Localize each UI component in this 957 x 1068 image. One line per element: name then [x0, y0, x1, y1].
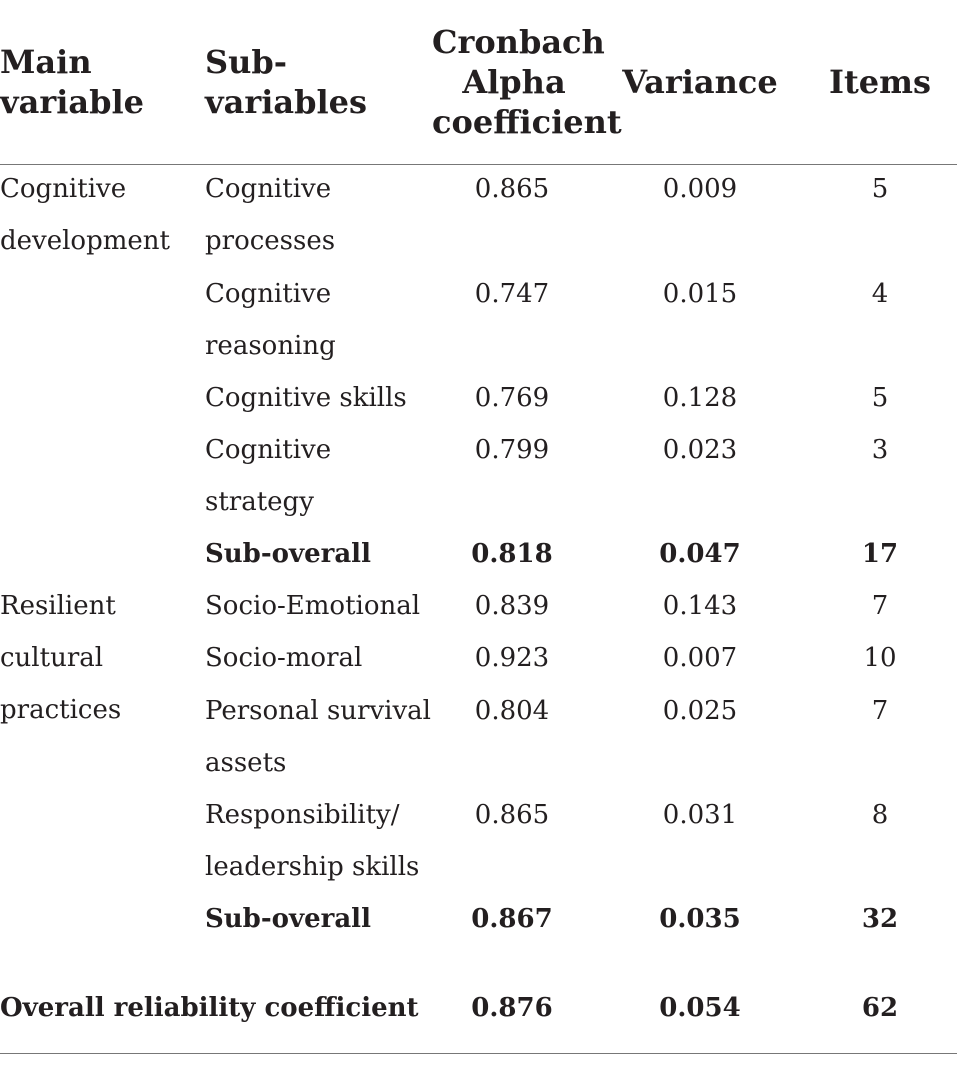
table-header: [0, 0, 957, 166]
variance-value: 0.007: [662, 643, 738, 673]
sub-variable-label: Responsibility/ leadership skills: [205, 800, 420, 882]
variance-value: 0.025: [662, 696, 738, 726]
alpha-value: 0.799: [474, 435, 550, 465]
overall-items: 62: [861, 993, 899, 1023]
sub-variable-label: Socio-moral: [205, 643, 363, 673]
items-value: 5: [871, 383, 889, 413]
subtotal-variance: 0.035: [659, 904, 741, 934]
main-variable-cognitive-development: Cognitive development: [0, 174, 170, 256]
items-value: 10: [863, 643, 897, 673]
main-variable-resilient-cultural-practices: Resilient cultural practices: [0, 591, 122, 725]
alpha-value: 0.865: [474, 800, 550, 830]
subtotal-variance: 0.047: [659, 539, 741, 569]
items-value: 5: [871, 174, 889, 204]
header-sub-variables: Sub- variables: [205, 43, 367, 121]
sub-variable-label: Personal survival assets: [205, 696, 431, 778]
subtotal-items: 32: [861, 904, 899, 934]
variance-value: 0.023: [662, 435, 738, 465]
variance-value: 0.009: [662, 174, 738, 204]
overall-label: Overall reliability coefficient: [0, 993, 419, 1023]
items-value: 4: [871, 279, 889, 309]
subtotal-items: 17: [861, 539, 899, 569]
alpha-value: 0.865: [474, 174, 550, 204]
header-items: Items: [829, 63, 931, 101]
items-value: 3: [871, 435, 889, 465]
sub-variable-label: Socio-Emotional: [205, 591, 421, 621]
alpha-value: 0.923: [474, 643, 550, 673]
overall-variance: 0.054: [659, 993, 741, 1023]
items-value: 7: [871, 696, 889, 726]
sub-variable-label: Cognitive reasoning: [205, 279, 336, 361]
subtotal-label: Sub-overall: [205, 904, 371, 934]
sub-variable-label: Cognitive processes: [205, 174, 336, 256]
items-value: 8: [871, 800, 889, 830]
variance-value: 0.143: [662, 591, 738, 621]
alpha-value: 0.839: [474, 591, 550, 621]
sub-variable-label: Cognitive skills: [205, 383, 407, 413]
subtotal-alpha: 0.867: [471, 904, 553, 934]
alpha-value: 0.804: [474, 696, 550, 726]
bottom-rule: [0, 1053, 957, 1054]
alpha-value: 0.769: [474, 383, 550, 413]
alpha-value: 0.747: [474, 279, 550, 309]
variance-value: 0.031: [662, 800, 738, 830]
header-cronbach-alpha: Cronbach Alpha coefficient: [432, 23, 622, 141]
variance-value: 0.128: [662, 383, 738, 413]
header-main-variable: Main variable: [0, 43, 144, 121]
header-variance: Variance: [622, 63, 778, 101]
subtotal-alpha: 0.818: [471, 539, 553, 569]
variance-value: 0.015: [662, 279, 738, 309]
subtotal-label: Sub-overall: [205, 539, 371, 569]
sub-variable-label: Cognitive strategy: [205, 435, 332, 517]
items-value: 7: [871, 591, 889, 621]
overall-alpha: 0.876: [471, 993, 553, 1023]
